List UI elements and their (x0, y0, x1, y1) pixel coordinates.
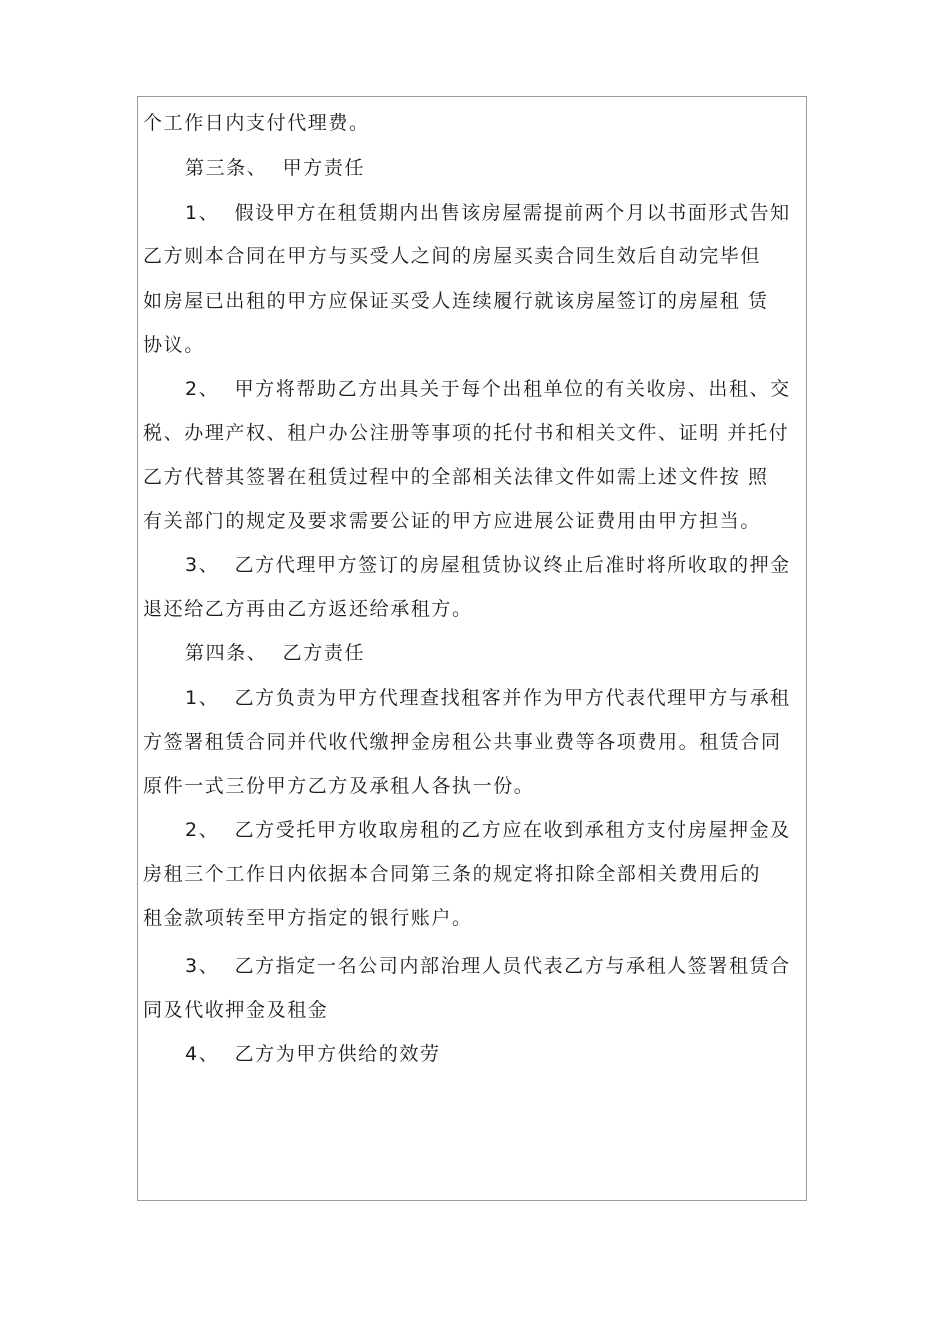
text-line: 2、 乙方受托甲方收取房租的乙方应在收到承租方支付房屋押金及 (185, 819, 791, 841)
text-line: 退还给乙方再由乙方返还给承租方。 (143, 598, 473, 620)
text-line: 4、 乙方为甲方供给的效劳 (185, 1043, 441, 1065)
text-line: 有关部门的规定及要求需要公证的甲方应进展公证费用由甲方担当。 (143, 510, 762, 532)
text-line: 2、 甲方将帮助乙方出具关于每个出租单位的有关收房、出租、交 (185, 378, 791, 400)
text-line: 1、 假设甲方在租赁期内出售该房屋需提前两个月以书面形式告知 (185, 202, 791, 224)
text-line: 税、办理产权、租户办公注册等事项的托付书和相关文件、证明 并托付 (143, 422, 790, 444)
section-heading: 第三条、 甲方责任 (185, 157, 366, 179)
text-line: 原件一式三份甲方乙方及承租人各执一份。 (143, 775, 535, 797)
text-line: 方签署租赁合同并代收代缴押金房租公共事业费等各项费用。租赁合同 (143, 731, 782, 753)
text-line: 个工作日内支付代理费。 (143, 112, 370, 134)
section-heading: 第四条、 乙方责任 (185, 642, 366, 664)
text-line: 乙方代替其签署在租赁过程中的全部相关法律文件如需上述文件按 照 (143, 466, 769, 488)
text-line: 同及代收押金及租金 (143, 999, 329, 1021)
text-line: 3、 乙方指定一名公司内部治理人员代表乙方与承租人签署租赁合 (185, 955, 791, 977)
text-line: 乙方则本合同在甲方与买受人之间的房屋买卖合同生效后自动完毕但 (143, 245, 762, 267)
text-line: 3、 乙方代理甲方签订的房屋租赁协议终止后准时将所收取的押金 (185, 554, 791, 576)
text-line: 租金款项转至甲方指定的银行账户。 (143, 907, 473, 929)
text-line: 房租三个工作日内依据本合同第三条的规定将扣除全部相关费用后的 (143, 863, 762, 885)
text-line: 如房屋已出租的甲方应保证买受人连续履行就该房屋签订的房屋租 赁 (143, 290, 769, 312)
text-line: 协议。 (143, 334, 205, 356)
text-line: 1、 乙方负责为甲方代理查找租客并作为甲方代表代理甲方与承租 (185, 687, 791, 709)
